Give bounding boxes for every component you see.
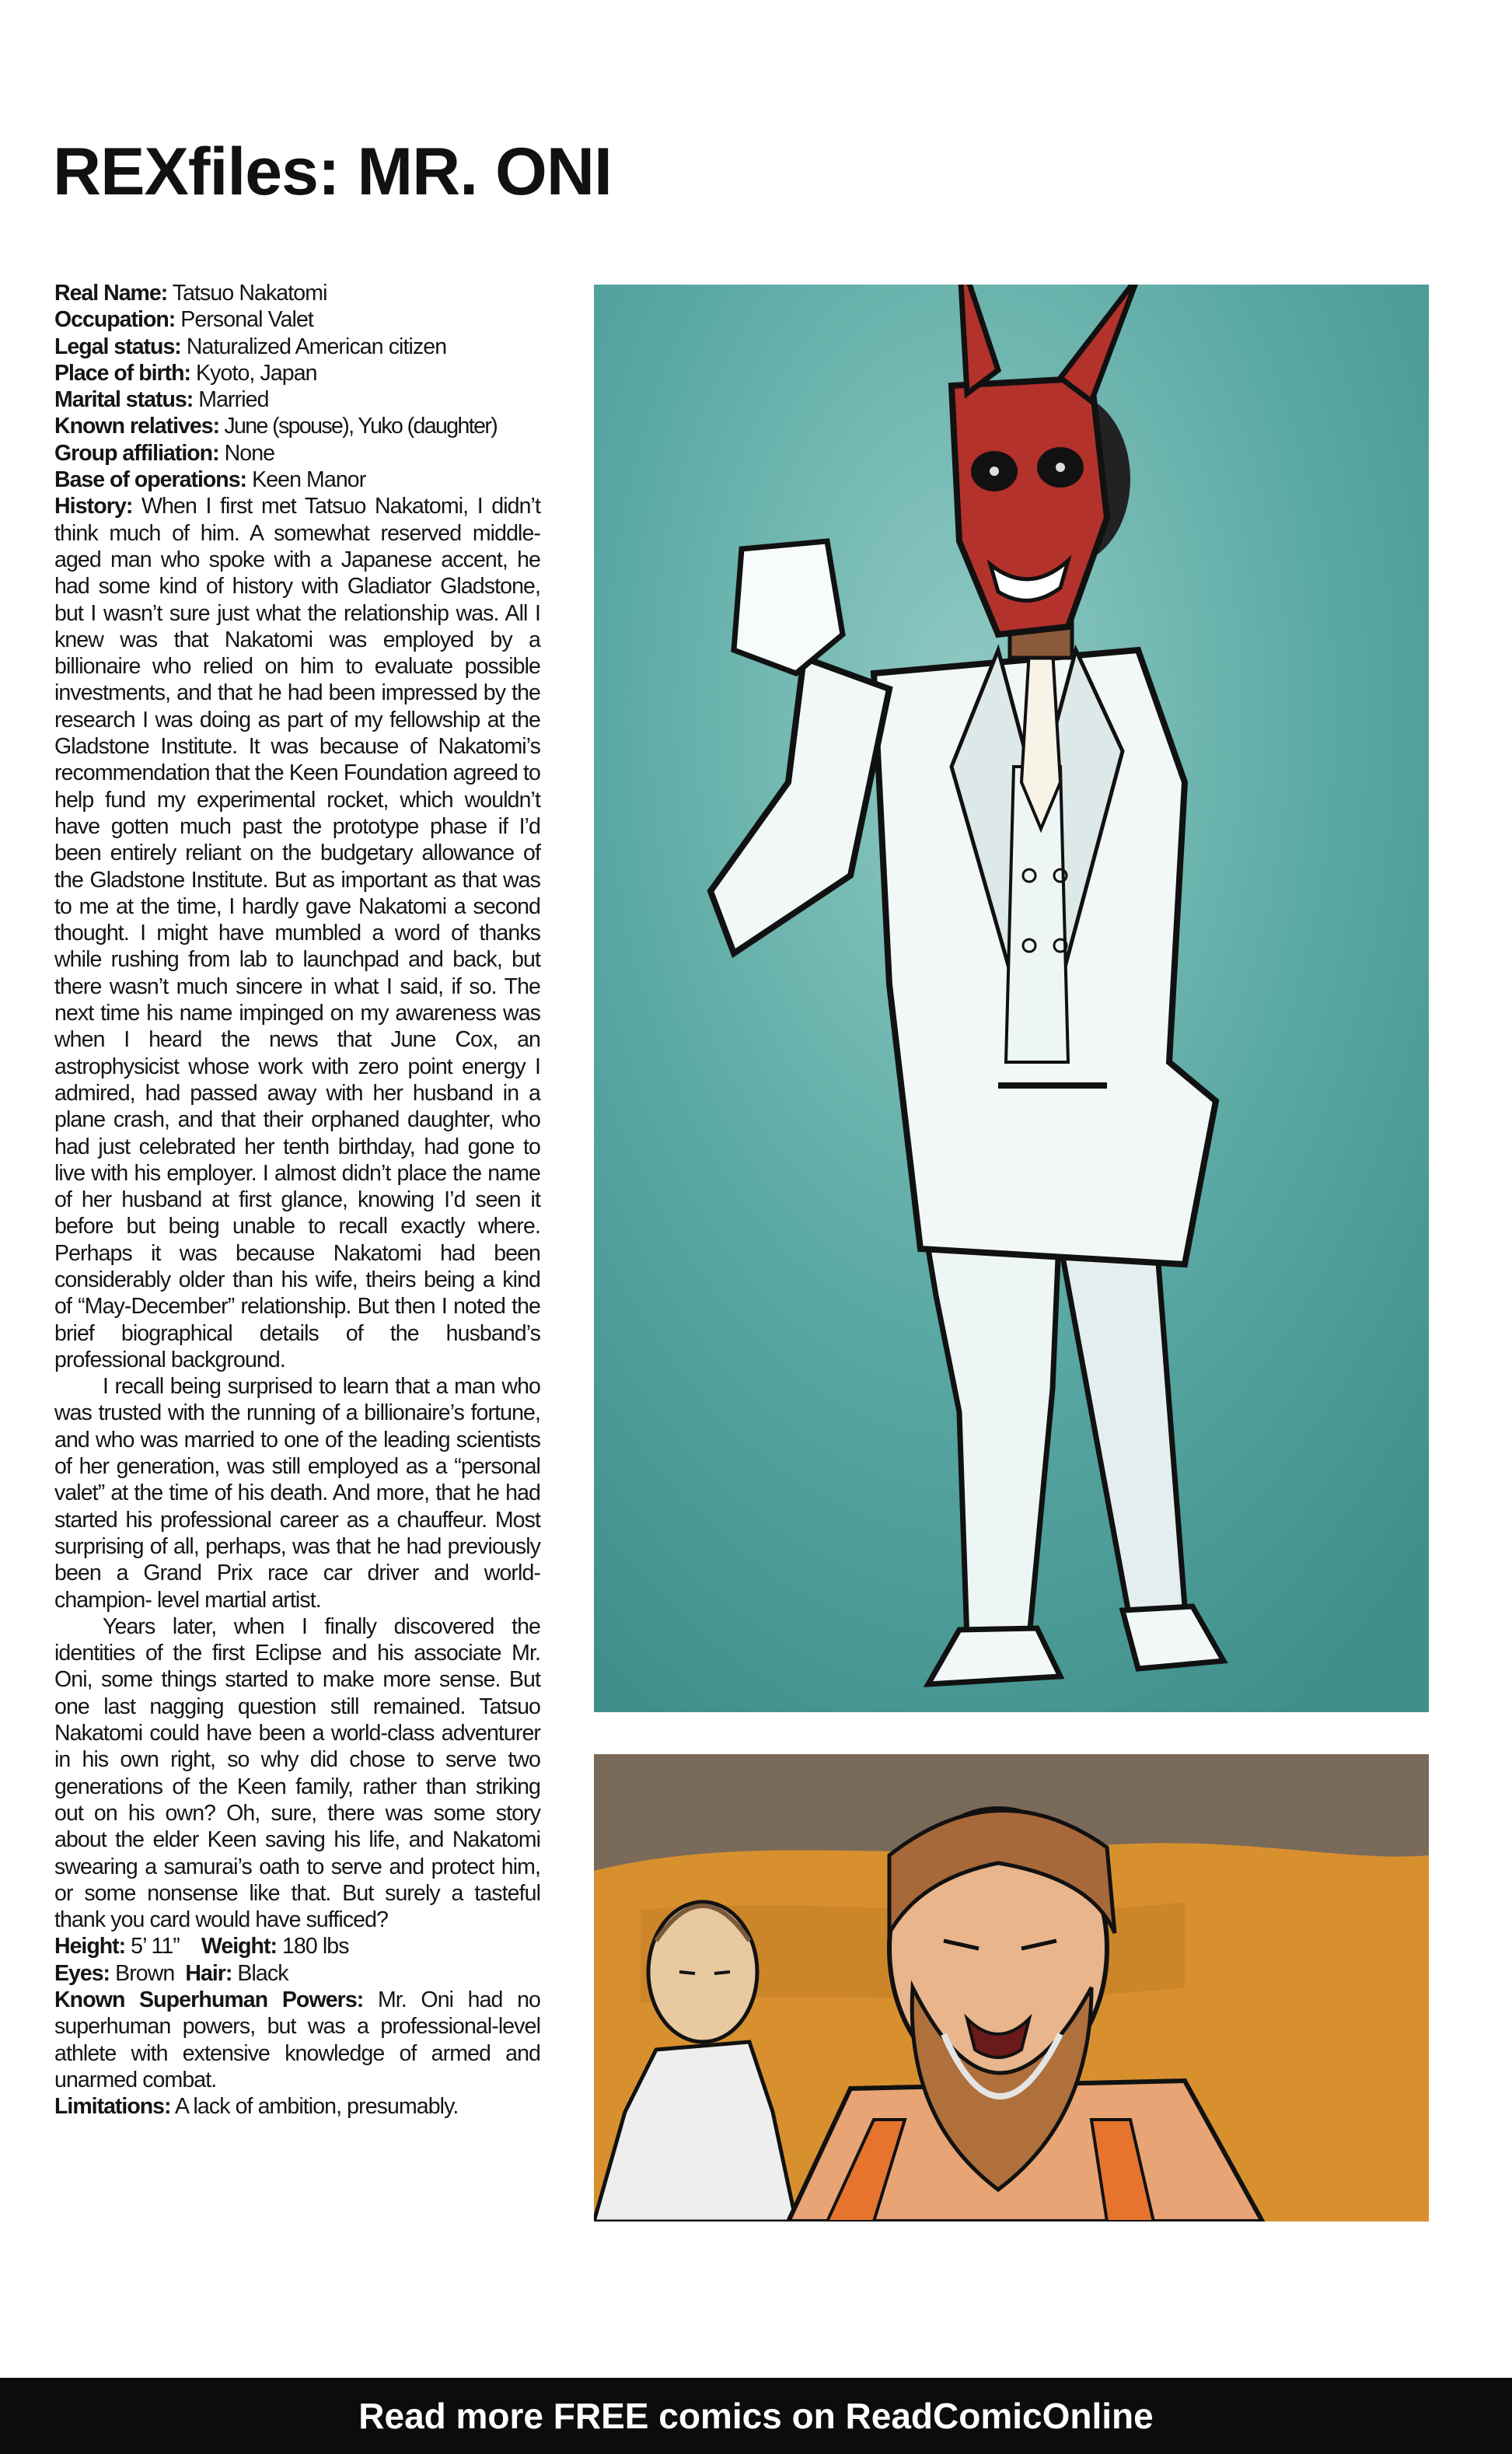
field-label: Marital status:	[54, 387, 194, 413]
field-label: Height:	[54, 1934, 126, 1959]
mr-oni-figure-art	[594, 285, 1429, 1712]
page-title: REXfiles: MR. ONI	[53, 135, 612, 209]
history-paragraph: I recall being surprised to learn that a man who was trusted with the running of a billionaire’s fortune, and who was married to one of the leading scientists of her generation, was still employed as a “personal valet” at the time of his death. And more, that he had started his professional career as a chauffeur. Most surprising of all, perhaps, was that he had previously been a Grand Prix race car driver and world-champion- level martial artist.	[54, 1374, 540, 1613]
field-value: Married	[193, 387, 269, 413]
place-of-birth-field	[54, 360, 540, 386]
two-men-art	[594, 1754, 1429, 2222]
field-label: Hair:	[185, 1960, 232, 1986]
field-value: Naturalized American citizen	[180, 334, 447, 359]
field-value: Personal Valet	[175, 307, 313, 333]
limitations-field	[54, 2093, 540, 2120]
history-paragraph: Years later, when I finally discovered the identities of the first Eclipse and his associate Mr. Oni, some things started to make more sense. But one last nagging question still remained. Tatsuo Nakatomi could have been a world-class adventurer in his own right, so why did chose to serve two generations of the Keen family, rather than striking out on his own? Oh, sure, there was some story about the elder Keen saving his life, and Nakatomi swearing a samurai’s oath to serve and protect him, or some nonsense like that. But surely a tasteful thank you card would have sufficed?	[54, 1613, 540, 1933]
field-value: Tatsuo Nakatomi	[167, 281, 327, 306]
group-affiliation-field	[54, 440, 540, 467]
field-value: A lack of ambition, presumably.	[170, 2094, 459, 2120]
field-value: Keen Manor	[246, 467, 366, 493]
field-label: Legal status:	[54, 334, 181, 359]
field-label: Place of birth:	[54, 360, 191, 386]
field-label: Group affiliation:	[54, 440, 219, 466]
field-label: Known relatives:	[54, 414, 220, 439]
eyes-hair-field	[54, 1960, 540, 1987]
field-value: Black	[232, 1960, 288, 1986]
profile-text	[54, 280, 540, 2120]
field-value: Kyoto, Japan	[190, 360, 317, 386]
two-men-illustration	[594, 1754, 1429, 2222]
field-value: 5’ 11”	[125, 1934, 180, 1959]
marital-status-field	[54, 386, 540, 413]
field-value: Mr. Oni had no superhuman powers, but was a professional-level athlete with extensive knowledge of armed and unarmed combat.	[54, 1987, 540, 2092]
field-label: Eyes:	[54, 1960, 110, 1986]
history-text: When I first met Tatsuo Nakatomi, I didn’t think much of him. A somewhat reserved middle-aged man who spoke with a Japanese accent, he had some kind of history with Gladiator Gladstone, but I wasn’t sure just what the relationship was. All I knew was that Nakatomi was employed by a billionaire who relied on him to evaluate possible investments, and that he had been impressed by the research I was doing as part of my fellowship at the Gladstone Institute. It was because of Nakatomi’s recommendation that the Keen Foundation agreed to help fund my experimental rocket, which wouldn’t have gotten much past the prototype phase if I’d been entirely reliant on the budgetary allowance of the Gladstone Institute. But as important as that was to me at the time, I hardly gave Nakatomi a second thought. I might have mumbled a word of thanks while rushing from lab to launchpad and back, but there wasn’t much sincere in what I said, if so. The next time his name impinged on my awareness was when I heard the news that June Cox, an astrophysicist whose work with zero point energy I admired, had passed away with her husband in a plane crash, and that their orphaned daughter, who had just celebrated her tenth birthday, had gone to live with his employer. I almost didn’t place the name of her husband at first glance, knowing I’d seen it before but being unable to recall exactly where. Perhaps it was because Nakatomi had been considerably older than his wife, theirs being a kind of “May-December” relationship. But then I noted the brief biographical details of the husband’s professional background.	[54, 494, 540, 1372]
history-label: History:	[54, 494, 133, 519]
field-value: June (spouse), Yuko (daughter)	[219, 414, 498, 439]
field-label: Occupation:	[54, 307, 176, 333]
powers-field	[54, 1987, 540, 2093]
field-value: 180 lbs	[276, 1934, 349, 1959]
mr-oni-illustration	[594, 285, 1429, 1712]
history-paragraph	[54, 493, 540, 1373]
occupation-field	[54, 306, 540, 333]
legal-status-field	[54, 334, 540, 360]
field-value: None	[218, 440, 275, 466]
field-label: Limitations:	[54, 2094, 171, 2120]
footer-banner: Read more FREE comics on ReadComicOnline	[0, 2378, 1512, 2454]
field-label: Weight:	[201, 1934, 277, 1959]
height-weight-field	[54, 1933, 540, 1959]
field-label: Real Name:	[54, 281, 168, 306]
field-label: Known Superhuman Powers:	[54, 1987, 364, 2012]
real-name-field	[54, 280, 540, 306]
known-relatives-field	[54, 413, 540, 439]
field-value: Brown	[110, 1960, 175, 1986]
base-of-operations-field	[54, 467, 540, 493]
field-label: Base of operations:	[54, 467, 247, 493]
